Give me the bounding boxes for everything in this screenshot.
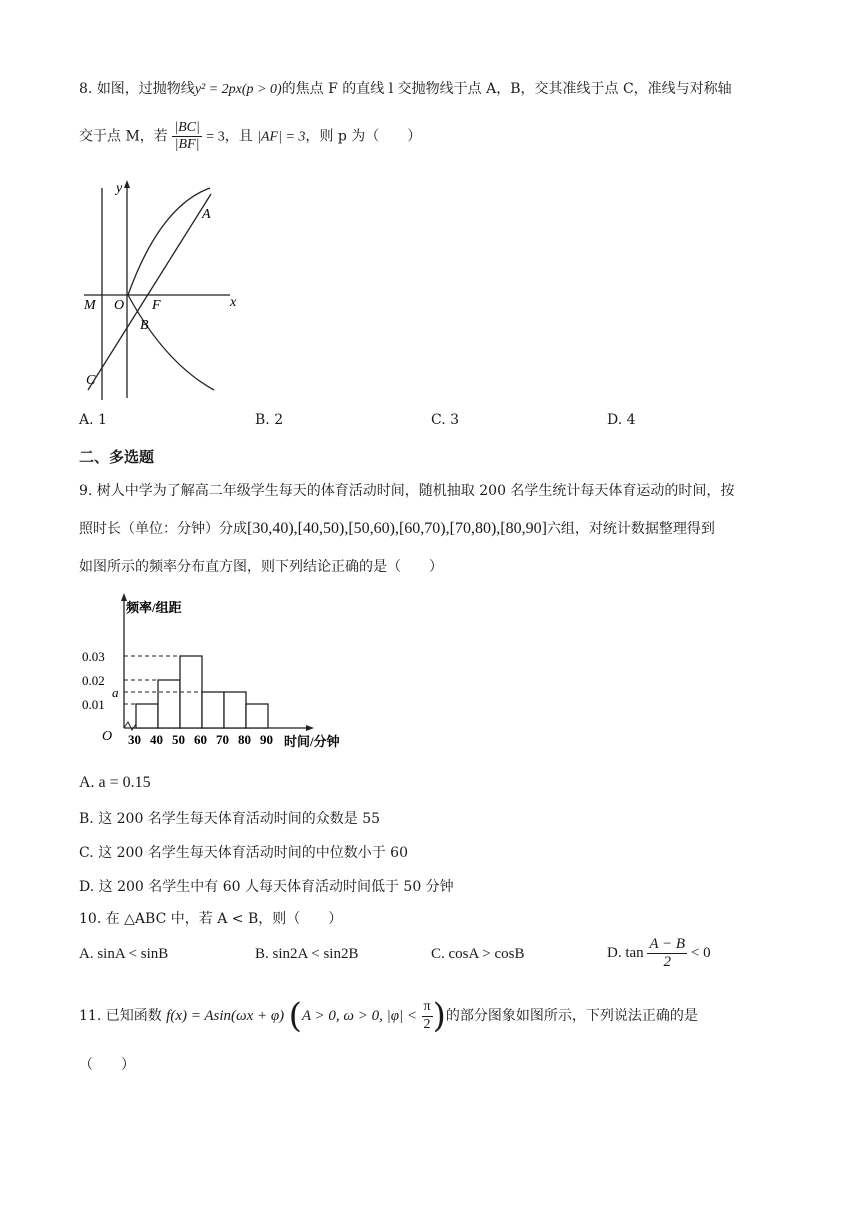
q10-stem: 10. 在 △ABC 中，若 A < B，则（ ） (79, 911, 343, 927)
q11-func: f(x) = Asin(ωx + φ) (166, 1008, 285, 1024)
label-O: O (114, 298, 125, 313)
q8-line2 (79, 120, 421, 153)
histogram-bar (202, 692, 224, 728)
q8-parabola-eq: y² = 2px(p > 0) (194, 82, 282, 97)
q10-option-a[interactable]: A. sinA < sinB (79, 946, 169, 962)
hist-x-label: 时间/分钟 (284, 734, 340, 749)
q11-left-paren: ( (288, 996, 302, 1036)
q8-option-d[interactable]: D. 4 (607, 412, 636, 428)
q8-parabola-figure (80, 178, 250, 400)
hist-origin-label: O (102, 729, 113, 744)
label-M: M (84, 298, 96, 313)
hist-x-tick-label: 50 (172, 732, 185, 747)
q8-option-c[interactable]: C. 3 (431, 412, 460, 428)
q10-optd-fraction (647, 936, 687, 972)
hist-y-label: 频率/组距 (126, 600, 182, 615)
q8-line1 (79, 78, 732, 98)
q9-line1: 9. 树人中学为了解高二年级学生每天的体育活动时间，随机抽取 200 名学生统计每天体育运动的时间，按 (79, 483, 735, 499)
hist-x-tick-label: 80 (238, 732, 251, 747)
q9-option-c[interactable]: C. 这 200 名学生每天体育活动时间的中位数小于 60 (79, 845, 408, 861)
label-y: y (116, 181, 123, 196)
q11-answer-paren: （ ） (79, 1057, 135, 1073)
q11-cond: A > 0, ω > 0, |φ| < (301, 1008, 418, 1024)
histogram-bar (136, 704, 158, 728)
q10-optd-num: A − B (647, 936, 687, 954)
q8-text-b: 的焦点 F 的直线 l 交抛物线于点 A，B，交其准线于点 C，准线与对称轴 (281, 81, 732, 97)
label-x: x (230, 295, 237, 310)
q10-optd-suffix: < 0 (690, 945, 711, 962)
histogram-bar (246, 704, 268, 728)
q8-af: |AF| = 3 (257, 129, 306, 145)
q9-line2 (79, 518, 715, 538)
hist-y-tick-label: 0.02 (82, 673, 105, 688)
q11-right-paren: ) (432, 996, 446, 1036)
histogram-bar (224, 692, 246, 728)
q10-option-d[interactable] (607, 936, 711, 972)
q8-option-b[interactable]: B. 2 (255, 412, 284, 428)
q10-optd-den: 2 (663, 954, 672, 971)
q11-prefix: 11. 已知函数 (79, 1008, 162, 1024)
q10-optd-prefix: D. tan (607, 945, 644, 962)
histogram-bar (158, 680, 180, 728)
hist-x-arrow-icon (306, 725, 314, 731)
q8-text-a: 如图，过抛物线 (96, 81, 195, 97)
q8-text-d: ，则 p 为（ ） (305, 128, 422, 145)
hist-x-tick-label: 60 (194, 732, 207, 747)
q10-option-b[interactable]: B. sin2A < sin2B (255, 946, 359, 962)
q9-option-a[interactable] (79, 774, 151, 792)
q11-cond-den: 2 (423, 1016, 431, 1032)
label-A: A (202, 207, 211, 222)
q9-option-d[interactable]: D. 这 200 名学生中有 60 人每天体育活动时间低于 50 分钟 (79, 879, 454, 895)
q9-option-b[interactable]: B. 这 200 名学生每天体育活动时间的众数是 55 (79, 811, 381, 827)
hist-y-tick-label: 0.01 (82, 697, 105, 712)
focal-line (88, 194, 211, 390)
q11-cond-fraction (422, 999, 433, 1032)
label-F: F (152, 298, 161, 313)
q8-number: 8. (79, 81, 93, 97)
q8-option-a[interactable]: A. 1 (79, 412, 107, 428)
q8-frac-eq: = 3，且 (206, 129, 253, 145)
y-axis-arrow-icon (124, 180, 130, 188)
hist-y-tick-label: 0.03 (82, 649, 105, 664)
q9-intervals: [30,40),[40,50),[50,60),[60,70),[70,80),[80,90] (247, 520, 547, 537)
hist-x-tick-label: 30 (128, 732, 141, 747)
q9-line3: 如图所示的频率分布直方图，则下列结论正确的是（ ） (79, 559, 443, 575)
hist-x-tick-label: 70 (216, 732, 229, 747)
q11-suffix: 的部分图象如图所示，下列说法正确的是 (445, 1008, 698, 1024)
q11-stem (79, 996, 698, 1036)
q9-text-b: 六组，对统计数据整理得到 (546, 521, 715, 537)
histogram-plot (82, 593, 340, 749)
q10-option-c[interactable]: C. cosA > cosB (431, 946, 525, 962)
label-B: B (140, 318, 149, 333)
hist-x-tick-label: 90 (260, 732, 273, 747)
section-heading: 二、多选题 (79, 448, 155, 466)
q9-option-a-label: A. a = 0.15 (79, 774, 151, 791)
hist-y-tick-label: a (112, 685, 119, 700)
q8-frac-num: |BC| (172, 120, 202, 137)
q8-text-c: 交于点 M，若 (79, 128, 168, 145)
q9-text-a: 照时长（单位：分钟）分成 (79, 521, 247, 537)
hist-x-tick-label: 40 (150, 732, 163, 747)
q11-cond-num: π (422, 999, 433, 1016)
label-C: C (86, 373, 96, 388)
q8-frac-den: |BF| (174, 137, 200, 153)
q8-ratio-fraction (172, 120, 202, 153)
q9-histogram (78, 590, 358, 758)
